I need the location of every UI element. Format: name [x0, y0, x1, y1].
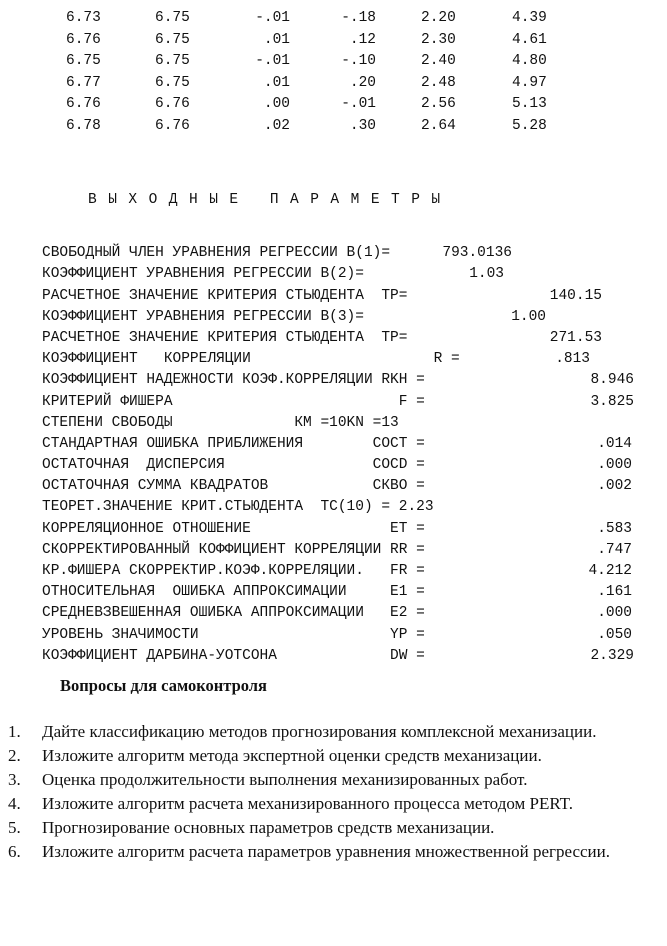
- table-cell: 2.20: [421, 10, 456, 26]
- param-row: [42, 243, 662, 264]
- table-cell: 6.75: [155, 10, 190, 26]
- table-row: [0, 94, 667, 116]
- questions-title: Вопросы для самоконтроля: [60, 676, 267, 695]
- table-cell: 6.75: [155, 53, 190, 70]
- table-row: [0, 73, 667, 95]
- question-number: 1.: [8, 722, 21, 741]
- question-item: [8, 792, 662, 816]
- param-label: КОЭФФИЦИЕНТ УРАВНЕНИЯ РЕГРЕССИИ В(3)=: [42, 308, 364, 325]
- param-row: [42, 349, 662, 370]
- param-value: 1.00: [511, 308, 546, 325]
- table-cell: 2.40: [421, 53, 456, 70]
- table-cell: .01: [263, 74, 290, 91]
- table-cell: 6.76: [66, 31, 101, 48]
- param-row: [42, 370, 662, 391]
- table-cell: 2.56: [421, 96, 456, 113]
- param-row: [42, 582, 662, 603]
- table-cell: 6.78: [66, 117, 101, 134]
- table-cell: .01: [263, 31, 290, 48]
- table-cell: -.18: [341, 10, 376, 26]
- param-label: ОСТАТОЧНАЯ ДИСПЕРСИЯ СОСD =: [42, 457, 425, 474]
- table-cell: 6.77: [66, 74, 101, 91]
- param-label: СКОРРЕКТИРОВАННЫЙ КОФФИЦИЕНТ КОРРЕЛЯЦИИ RR =: [42, 541, 425, 558]
- param-value: 8.946: [590, 372, 634, 389]
- param-row: [42, 603, 662, 624]
- param-label: ТЕОРЕТ.ЗНАЧЕНИЕ КРИТ.СТЬЮДЕНТА TC(10) = 2.23: [42, 499, 434, 516]
- table-cell: .20: [349, 74, 376, 91]
- param-label: КРИТЕРИЙ ФИШЕРА F =: [42, 393, 425, 410]
- param-row: [42, 561, 662, 582]
- param-label: КОРРЕЛЯЦИОННОЕ ОТНОШЕНИЕ ЕТ =: [42, 520, 425, 537]
- param-label: СТЕПЕНИ СВОБОДЫ КМ =10KN =13: [42, 414, 399, 431]
- question-number: 4.: [8, 794, 21, 813]
- param-value: .050: [597, 626, 632, 643]
- table-cell: 5.28: [512, 117, 547, 134]
- question-item: [8, 720, 662, 744]
- question-item: [8, 840, 662, 864]
- questions-list: [8, 720, 662, 864]
- question-number: 6.: [8, 842, 21, 861]
- output-parameters: [42, 158, 662, 683]
- table-row: [0, 8, 667, 30]
- results-table: [0, 8, 667, 138]
- param-row: [42, 434, 662, 455]
- table-cell: 5.13: [512, 96, 547, 113]
- table-row: [0, 51, 667, 73]
- param-row: [42, 497, 662, 518]
- table-cell: 6.76: [155, 96, 190, 113]
- param-value: 3.825: [590, 393, 634, 410]
- param-value: 2.329: [590, 647, 634, 664]
- param-label: КОЭФФИЦИЕНТ КОРРЕЛЯЦИИ R =: [42, 351, 460, 368]
- param-row: [42, 264, 662, 285]
- param-row: [42, 392, 662, 413]
- param-value: 1.03: [469, 266, 504, 283]
- table-cell: 2.30: [421, 31, 456, 48]
- param-value: .000: [597, 457, 632, 474]
- question-text: Изложите алгоритм метода экспертной оценки средств механизации.: [42, 746, 542, 765]
- param-value: .161: [597, 584, 632, 601]
- question-text: Изложите алгоритм расчета механизированного процесса методом PERT.: [42, 794, 574, 813]
- param-label: РАСЧЕТНОЕ ЗНАЧЕНИЕ КРИТЕРИЯ СТЬЮДЕНТА ТР=: [42, 329, 408, 346]
- param-label: УРОВЕНЬ ЗНАЧИМОСТИ YP =: [42, 626, 425, 643]
- param-row: [42, 307, 662, 328]
- table-cell: 6.73: [66, 10, 101, 26]
- param-row: [42, 328, 662, 349]
- param-label: ОТНОСИТЕЛЬНАЯ ОШИБКА АППРОКСИМАЦИИ Е1 =: [42, 584, 425, 601]
- table-cell: .12: [349, 31, 376, 48]
- question-item: [8, 816, 662, 840]
- table-cell: -.01: [341, 96, 376, 113]
- question-item: [8, 744, 662, 768]
- param-label: СВОБОДНЫЙ ЧЛЕН УРАВНЕНИЯ РЕГРЕССИИ В(1)=: [42, 245, 391, 262]
- param-label: РАСЧЕТНОЕ ЗНАЧЕНИЕ КРИТЕРИЯ СТЬЮДЕНТА ТР=: [42, 287, 408, 304]
- param-row: [42, 646, 662, 667]
- output-heading: ВЫХОДНЫЕ ПАРАМЕТРЫ: [88, 192, 452, 208]
- param-row: [42, 625, 662, 646]
- table-cell: 2.64: [421, 117, 456, 134]
- table-cell: -.01: [255, 10, 290, 26]
- table-cell: .30: [349, 117, 376, 134]
- param-value: .813: [555, 351, 590, 368]
- params-list: [42, 243, 662, 667]
- question-text: Прогнозирование основных параметров средств механизации.: [42, 818, 495, 837]
- table-row: [0, 30, 667, 52]
- table-cell: 4.39: [512, 10, 547, 26]
- param-row: [42, 519, 662, 540]
- param-label: ОСТАТОЧНАЯ СУММА КВАДРАТОВ СКВО =: [42, 478, 425, 495]
- param-row: [42, 286, 662, 307]
- param-value: 4.212: [588, 563, 632, 579]
- param-label: СТАНДАРТНАЯ ОШИБКА ПРИБЛИЖЕНИЯ СОСТ =: [42, 435, 425, 452]
- param-label: КОЭФФИЦИЕНТ НАДЕЖНОСТИ КОЭФ.КОРРЕЛЯЦИИ RKH =: [42, 372, 425, 389]
- param-label: КР.ФИШЕРА СКОРРЕКТИР.КОЭФ.КОРРЕЛЯЦИИ. FR =: [42, 563, 425, 579]
- param-value: .000: [597, 605, 632, 622]
- param-value: .002: [597, 478, 632, 495]
- param-value: .747: [597, 541, 632, 558]
- question-number: 3.: [8, 770, 21, 789]
- table-cell: 4.97: [512, 74, 547, 91]
- table-cell: -.10: [341, 53, 376, 70]
- param-label: КОЭФФИЦИЕНТ ДАРБИНА-УОТСОНА DW =: [42, 647, 425, 664]
- param-value: 793.0136: [442, 245, 512, 262]
- question-number: 5.: [8, 818, 21, 837]
- param-value: .583: [597, 520, 632, 537]
- param-row: [42, 476, 662, 497]
- question-text: Изложите алгоритм расчета параметров уравнения множественной регрессии.: [42, 842, 610, 861]
- table-row: [0, 116, 667, 138]
- table-cell: 4.61: [512, 31, 547, 48]
- param-row: [42, 540, 662, 561]
- table-cell: .02: [263, 117, 290, 134]
- table-cell: .00: [263, 96, 290, 113]
- question-number: 2.: [8, 746, 21, 765]
- param-value: .014: [597, 435, 632, 452]
- param-value: 271.53: [549, 329, 602, 346]
- param-row: [42, 455, 662, 476]
- table-cell: 4.80: [512, 53, 547, 70]
- question-text: Оценка продолжительности выполнения механизированных работ.: [42, 770, 528, 789]
- table-cell: -.01: [255, 53, 290, 70]
- table-cell: 6.75: [155, 74, 190, 91]
- param-label: СРЕДНЕВЗВЕШЕННАЯ ОШИБКА АППРОКСИМАЦИИ Е2 =: [42, 605, 425, 622]
- table-cell: 6.76: [155, 117, 190, 134]
- table-cell: 2.48: [421, 74, 456, 91]
- param-value: 140.15: [549, 287, 602, 304]
- question-item: [8, 768, 662, 792]
- question-text: Дайте классификацию методов прогнозирования комплексной механизации.: [42, 722, 597, 741]
- param-row: [42, 413, 662, 434]
- table-cell: 6.76: [66, 96, 101, 113]
- param-label: КОЭФФИЦИЕНТ УРАВНЕНИЯ РЕГРЕССИИ В(2)=: [42, 266, 364, 283]
- table-cell: 6.75: [66, 53, 101, 70]
- table-cell: 6.75: [155, 31, 190, 48]
